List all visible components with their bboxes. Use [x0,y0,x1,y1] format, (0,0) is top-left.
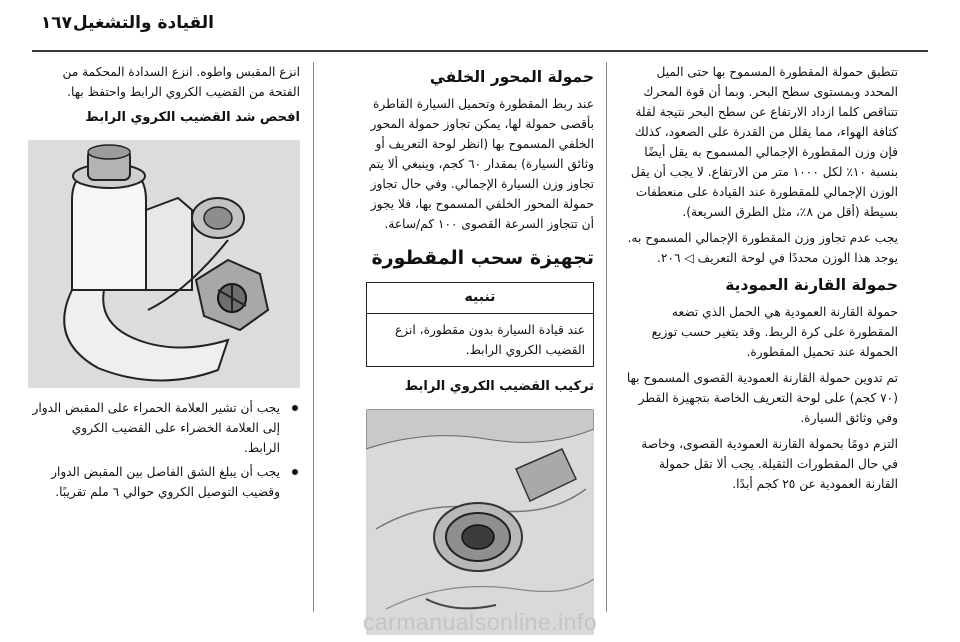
section-heading-rear-axle-load: حمولة المحور الخلفي [429,68,594,86]
header-rule [32,50,928,52]
watermark: carmanualsonline.info [362,609,598,635]
check-instructions-list [32,398,300,502]
coupling-load-max-paragraph: تم تدوين حمولة القارنة العمودية القصوى المسموح بها (٧٠ كجم) على لوحة التعريف الخاصة بتجهيزة القطر وفي وثائق السيارة. [626,371,898,425]
page-number: ١٦٧ [40,13,72,33]
right-column [626,62,898,500]
socket-illustration [366,409,594,635]
rear-axle-load-paragraph: عند ربط المقطورة وتحميل السيارة القاطرة بأقصى حمولة لها، يمكن تجاوز حمولة المحور الخلفي المسموح بها (انظر لوحة التعريف أو وثائق السيارة) بمقدار ٦٠ كجم، وينبغي ألا يتم تجاوز وزن السيارة الإجمالي. وفي حال تجاوز حمولة المحور الخلفي المسموح بها، فلا يجوز أن تتجاوز السرعة القصوى ١٠٠ كم/ساعة. [368,97,594,231]
middle-column [366,62,594,635]
bullet-icon [292,405,298,411]
subheading-check-ball-bar: افحص شد القضيب الكروي الرابط [85,110,300,125]
list-item [32,462,300,502]
section-heading-vertical-coupling-load: حمولة القارنة العمودية [725,276,898,294]
bullet-icon [292,469,298,475]
trailer-weight-limit-paragraph: يجب عدم تجاوز وزن المقطورة الإجمالي المسموح به. يوجد هذا الوزن محددًا في لوحة التعريف ◁ ٢٠٦. [627,231,898,265]
left-column [32,62,300,506]
list-item-text: يجب أن يبلغ الشق الفاصل بين المقبض الدوار وقضيب التوصيل الكروي حوالي ٦ ملم تقريبًا. [51,465,280,499]
section-heading-towing-equipment: تجهيزة سحب المقطورة [371,247,594,269]
trailer-load-altitude-paragraph: تتطبق حمولة المقطورة المسموح بها حتى الميل المحدد وبمستوى سطح البحر. وبما أن قوة المحرك تتناقص كلما ازداد الارتفاع عن سطح البحر نتيجة لقلة كثافة الهواء، مما يقلل من القدرة على الصعود، كذلك فإن وزن المقطورة الإجمالي المسموح به يقل أيضًا بنسبة ١٠٪ لكل ١٠٠٠ متر من الارتفاع. لا يجب أن يقل الوزن الإجمالي للمقطورة عند القيادة على منعطفات بسيطة (أقل من ٨٪، مثل الطرق السريعة). [630,65,898,219]
coupling-load-min-paragraph: التزم دومًا بحمولة القارنة العمودية القصوى، وخاصة في حال المقطورات الثقيلة. يجب ألا تقل حمولة القارنة العمودية عن ٢٥ كجم أبدًا. [641,437,898,491]
list-item-text: يجب أن تشير العلامة الحمراء على المقبض الدوار إلى العلامة الخضراء على القضيب الكروي الرابط. [32,401,280,455]
column-divider-right [606,62,607,612]
list-item [32,398,300,458]
chapter-title: القيادة والتشغيل [72,13,214,33]
subheading-fitting-ball-bar: تركيب القضيب الكروي الرابط [404,379,594,394]
page-header [0,0,960,52]
notice-text: عند قيادة السيارة بدون مقطورة، انزع القضيب الكروي الرابط. [395,323,585,357]
figure-ball-bar-socket [366,409,594,635]
notice-title: تنبيه [367,283,593,314]
remove-plug-paragraph: انزع المقبس واطوه. انزع السدادة المحكمة من الفتحة من القضيب الكروي الرابط واحتفظ بها. [62,65,300,99]
column-divider-left [313,62,314,612]
notice-box [366,282,594,367]
figure-ball-bar [28,140,300,388]
coupling-load-definition-paragraph: حمولة القارنة العمودية هي الحمل الذي تضعه المقطورة على كرة الربط. وقد يتغير حسب توزيع الحمولة عند تحميل المقطورة. [651,305,898,359]
ball-bar-illustration [28,140,300,388]
